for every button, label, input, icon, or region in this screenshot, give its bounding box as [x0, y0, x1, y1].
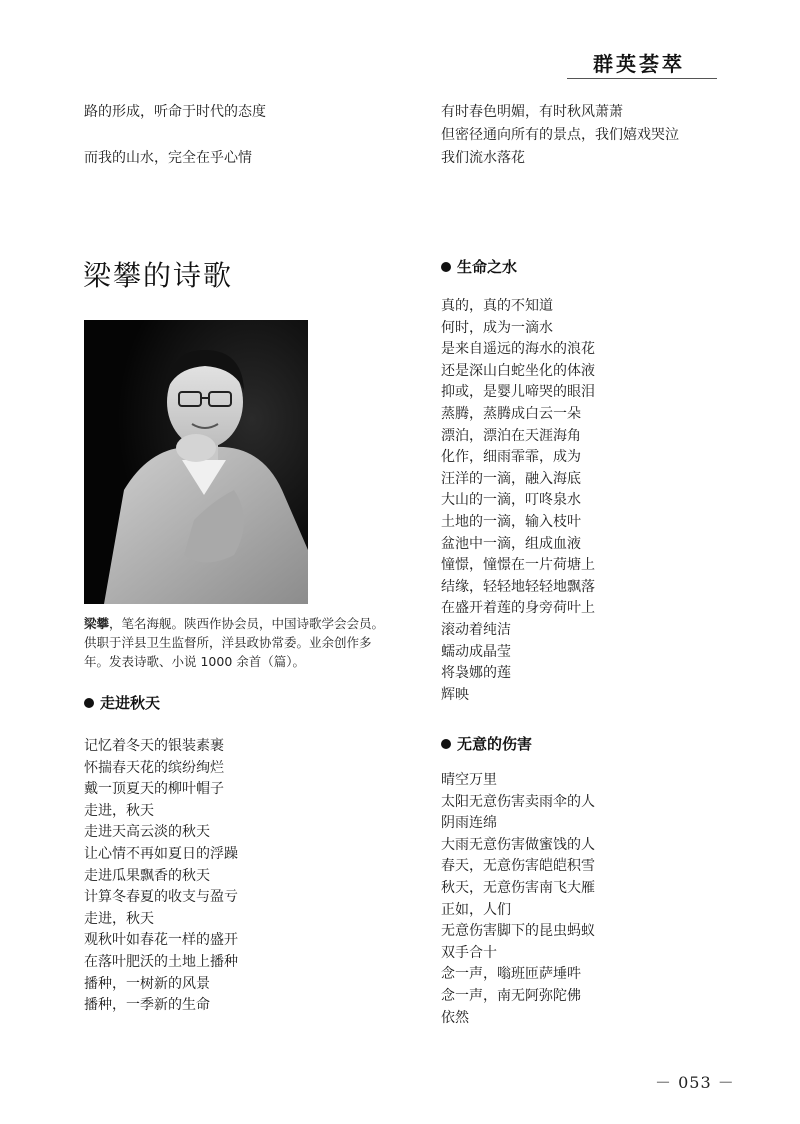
- poem-line: 念一声，嗡班匝萨埵吽: [441, 966, 581, 983]
- poem-line: 让心情不再如夏日的浮躁: [84, 845, 238, 862]
- poem-body-autumn: [84, 736, 238, 1017]
- poem-line: 春天，无意伤害皑皑积雪: [441, 858, 595, 875]
- poem-body-water: [441, 296, 595, 706]
- poem-body-harm: [441, 770, 595, 1029]
- poem-line: 在落叶肥沃的土地上播种: [84, 953, 238, 970]
- poem-line: 观秋叶如春花一样的盛开: [84, 932, 238, 949]
- poem-line: 正如，人们: [441, 901, 511, 918]
- poem-line: 还是深山白蛇坐化的体液: [441, 362, 595, 379]
- poem-title-text: 无意的伤害: [457, 735, 533, 753]
- poem-line: 晴空万里: [441, 772, 497, 788]
- bullet-icon: [84, 698, 94, 708]
- poem-line: 走进，秋天: [84, 910, 154, 927]
- top-right-line-2: 但密径通向所有的景点，我们嬉戏哭泣: [441, 127, 679, 143]
- author-name: 梁攀: [84, 616, 110, 631]
- poem-line: 播种，一树新的风景: [84, 975, 210, 992]
- page-number: － 053 －: [655, 1073, 735, 1092]
- poem-line: 走进天高云淡的秋天: [84, 824, 210, 841]
- poem-line: 真的，真的不知道: [441, 298, 553, 314]
- poem-line: 抑或，是婴儿啼哭的眼泪: [441, 384, 595, 401]
- bullet-icon: [441, 739, 451, 749]
- header-divider: [567, 78, 717, 79]
- bullet-icon: [441, 262, 451, 272]
- top-right-line-3: 我们流水落花: [441, 150, 525, 166]
- poem-title-water: [441, 256, 517, 277]
- poem-line: 憧憬，憧憬在一片荷塘上: [441, 557, 595, 574]
- poem-line: 依然: [441, 1009, 469, 1026]
- poem-line: 戴一顶夏天的柳叶帽子: [84, 781, 224, 798]
- poem-line: 滚动着纯洁: [441, 621, 511, 638]
- poem-line: 将袅娜的莲: [441, 665, 511, 682]
- poem-line: 何时，成为一滴水: [441, 319, 553, 336]
- poem-line: 蒸腾，蒸腾成白云一朵: [441, 405, 581, 422]
- poem-line: 无意伤害脚下的昆虫蚂蚁: [441, 923, 595, 940]
- poem-line: 蠕动成晶莹: [441, 643, 511, 660]
- poem-line: 辉映: [441, 686, 469, 703]
- poem-line: 太阳无意伤害卖雨伞的人: [441, 793, 595, 810]
- top-right-line-1: 有时春色明媚，有时秋风萧萧: [441, 104, 623, 120]
- poem-line: 盆池中一滴，组成血液: [441, 535, 581, 552]
- article-title: 梁攀的诗歌: [83, 259, 234, 292]
- poem-line: 秋天，无意伤害南飞大雁: [441, 879, 595, 896]
- poem-line: 在盛开着莲的身旁荷叶上: [441, 600, 595, 617]
- author-bio: ，笔名海舰。陕西作协会员，中国诗歌学会会员。供职于洋县卫生监督所，洋县政协常委。业余创作多年。发表诗歌、小说 1000 余首（篇）。: [84, 616, 385, 669]
- poem-title-text: 走进秋天: [100, 694, 161, 712]
- poem-line: 土地的一滴，输入枝叶: [441, 513, 581, 530]
- author-photo: [84, 320, 308, 604]
- poem-line: 化作，细雨霏霏，成为: [441, 449, 581, 466]
- poem-line: 怀揣春天花的缤纷绚烂: [84, 759, 224, 776]
- poem-line: 是来自遥远的海水的浪花: [441, 341, 595, 358]
- poem-title-harm: [441, 733, 532, 754]
- poem-line: 大雨无意伤害做蜜饯的人: [441, 836, 595, 853]
- poem-line: 走进瓜果飘香的秋天: [84, 867, 210, 884]
- poem-line: 阴雨连绵: [441, 815, 497, 832]
- poem-line: 走进，秋天: [84, 802, 154, 819]
- top-left-line-1: 路的形成，听命于时代的态度: [84, 104, 266, 120]
- author-caption: [84, 614, 394, 671]
- poem-line: 大山的一滴，叮咚泉水: [441, 492, 581, 509]
- poem-title-autumn: [84, 692, 160, 713]
- poem-line: 记忆着冬天的银装素裹: [84, 738, 224, 754]
- poem-line: 漂泊，漂泊在天涯海角: [441, 427, 581, 444]
- poem-line: 计算冬春夏的收支与盈亏: [84, 889, 238, 906]
- top-left-line-2: 而我的山水，完全在乎心情: [84, 150, 252, 166]
- poem-line: 播种，一季新的生命: [84, 997, 210, 1014]
- poem-line: 双手合十: [441, 944, 497, 961]
- section-title: 群英荟萃: [593, 52, 685, 76]
- poem-title-text: 生命之水: [457, 258, 518, 276]
- poem-line: 念一声，南无阿弥陀佛: [441, 987, 581, 1004]
- poem-line: 结缘，轻轻地轻轻地飘落: [441, 578, 595, 595]
- poem-line: 汪洋的一滴，融入海底: [441, 470, 581, 487]
